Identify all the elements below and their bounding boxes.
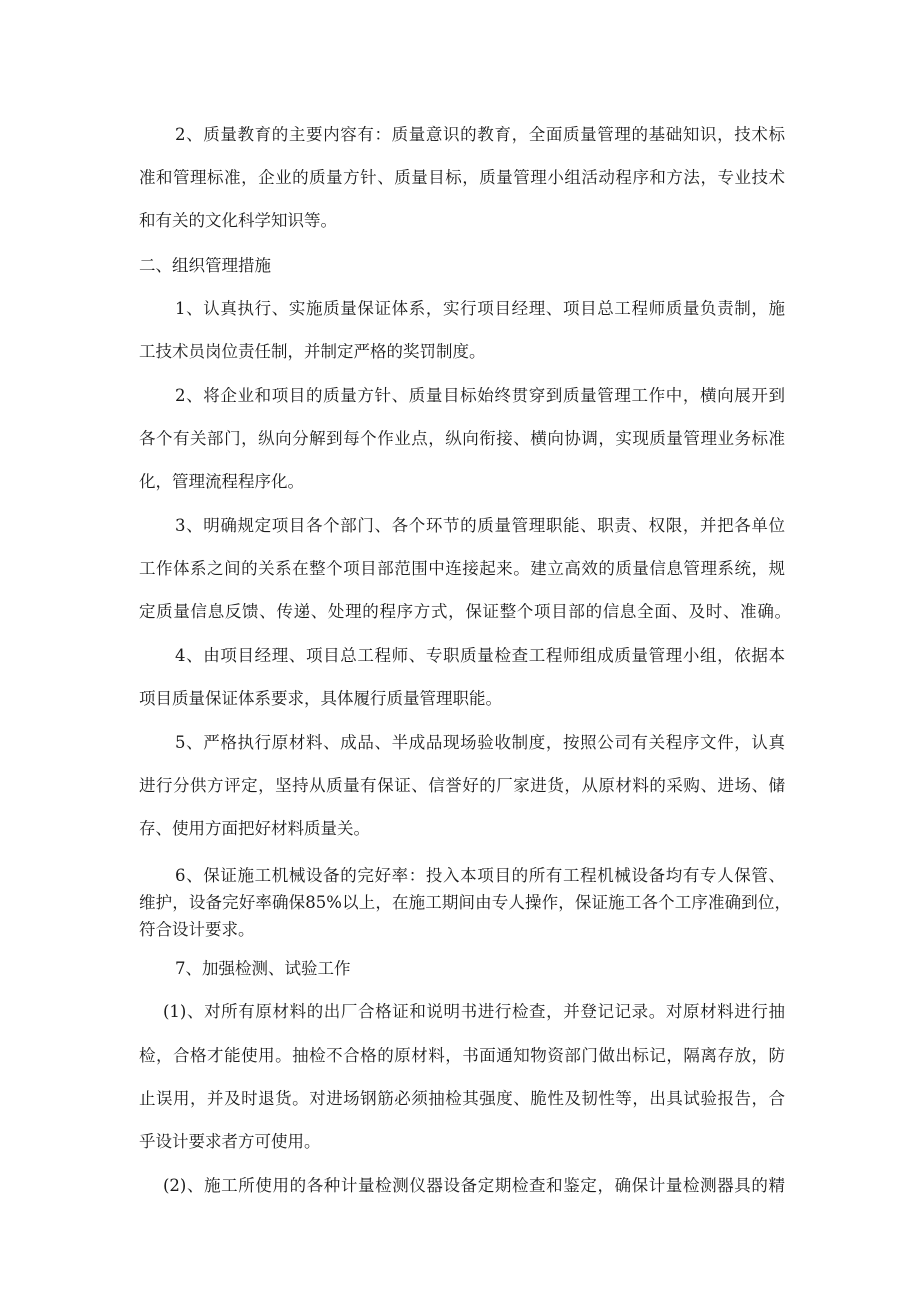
paragraph-line: (1)、对所有原材料的出厂合格证和说明书进行检查，并登记记录。对原材料进行抽 — [163, 1002, 785, 1021]
paragraph-line: 2、质量教育的主要内容有：质量意识的教育，全面质量管理的基础知识，技术标 — [175, 125, 785, 144]
paragraph-line: 和有关的文化科学知识等。 — [139, 211, 337, 230]
paragraph-line: 止误用，并及时退货。对进场钢筋必须抽检其强度、脆性及韧性等，出具试验报告，合 — [139, 1089, 785, 1108]
paragraph-line: 项目质量保证体系要求，具体履行质量管理职能。 — [139, 689, 502, 708]
paragraph-line: 工作体系之间的关系在整个项目部范围中连接起来。建立高效的质量信息管理系统，规 — [139, 559, 785, 578]
paragraph-line: 6、保证施工机械设备的完好率：投入本项目的所有工程机械设备均有专人保管、 — [175, 866, 785, 885]
paragraph-line: (2)、施工所使用的各种计量检测仪器设备定期检查和鉴定，确保计量检测器具的精 — [163, 1176, 785, 1195]
paragraph-line: 维护，设备完好率确保85%以上，在施工期间由专人操作，保证施工各个工序准确到位， — [139, 893, 791, 912]
paragraph-line: 化，管理流程程序化。 — [139, 472, 304, 491]
paragraph-line: 定质量信息反馈、传递、处理的程序方式，保证整个项目部的信息全面、及时、准确。 — [139, 602, 791, 621]
paragraph-line: 各个有关部门，纵向分解到每个作业点，纵向衔接、横向协调，实现质量管理业务标准 — [139, 429, 785, 448]
paragraph-line: 4、由项目经理、项目总工程师、专职质量检查工程师组成质量管理小组，依据本 — [175, 646, 785, 665]
paragraph-line: 3、明确规定项目各个部门、各个环节的质量管理职能、职责、权限，并把各单位 — [175, 516, 785, 535]
paragraph-line: 准和管理标准，企业的质量方针、质量目标，质量管理小组活动程序和方法，专业技术 — [139, 168, 785, 187]
paragraph-line: 1、认真执行、实施质量保证体系，实行项目经理、项目总工程师质量负责制，施 — [175, 299, 785, 318]
paragraph-line: 5、严格执行原材料、成品、半成品现场验收制度，按照公司有关程序文件，认真 — [175, 733, 785, 752]
paragraph-line: 存、使用方面把好材料质量关。 — [139, 819, 370, 838]
paragraph-line: 7、加强检测、试验工作 — [175, 959, 351, 978]
section-heading: 二、组织管理措施 — [139, 256, 271, 275]
paragraph-line: 乎设计要求者方可使用。 — [139, 1132, 321, 1151]
paragraph-line: 2、将企业和项目的质量方针、质量目标始终贯穿到质量管理工作中，横向展开到 — [175, 386, 785, 405]
paragraph-line: 检，合格才能使用。抽检不合格的原材料，书面通知物资部门做出标记，隔离存放，防 — [139, 1046, 785, 1065]
paragraph-line: 进行分供方评定，坚持从质量有保证、信誉好的厂家进货，从原材料的采购、进场、储 — [139, 776, 785, 795]
paragraph-line: 符合设计要求。 — [139, 920, 255, 939]
paragraph-line: 工技术员岗位责任制，并制定严格的奖罚制度。 — [139, 342, 486, 361]
